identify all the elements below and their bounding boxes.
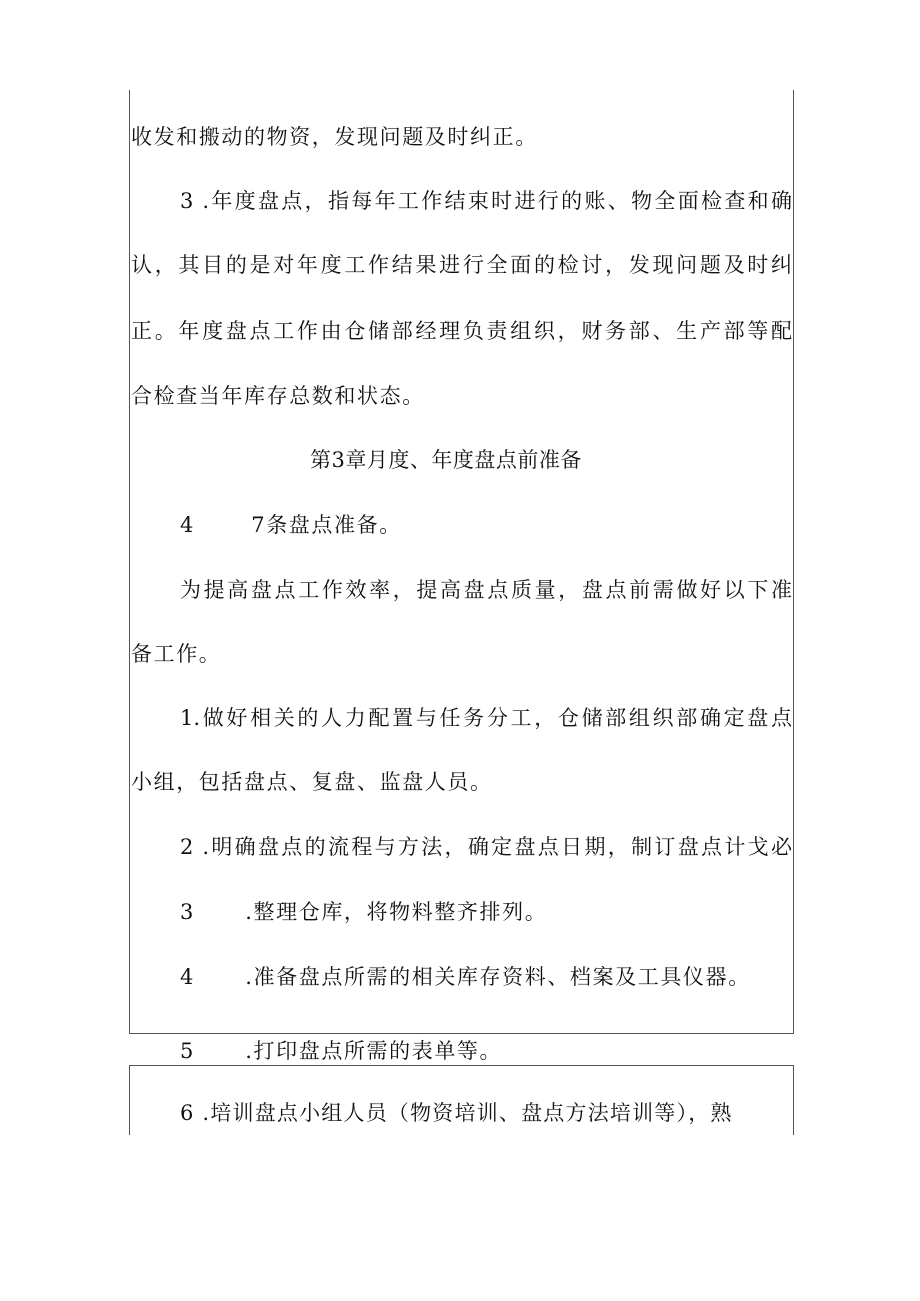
item-5-text: .打印盘点所需的表单等。 xyxy=(245,1039,503,1063)
article-text: 7条盘点准备。 xyxy=(251,513,402,537)
item-4-text: .准备盘点所需的相关库存资料、档案及工具仪器。 xyxy=(245,965,751,989)
article-heading xyxy=(180,511,402,539)
item-1-line-2: 小组，包括盘点、复盘、监盘人员。 xyxy=(131,770,493,794)
item-4-number: 4 xyxy=(180,965,195,989)
item-3-text: .整理仓库，将物料整齐排列。 xyxy=(245,900,548,924)
intro-line-1: 为提高盘点工作效率，提高盘点质量，盘点前需做好以下准 xyxy=(180,578,792,602)
item-5-number: 5 xyxy=(180,1039,195,1063)
item-6-line: 6 .培训盘点小组人员（物资培训、盘点方法培训等），熟 xyxy=(180,1101,733,1125)
item-4-prep xyxy=(180,963,751,991)
item-3-number: 3 xyxy=(180,900,195,924)
item-3-line-1: 3 .年度盘点，指每年工作结束时进行的账、物全面检查和确 xyxy=(180,189,792,213)
item-2-line: 2 .明确盘点的流程与方法，确定盘点日期，制订盘点计戈必 xyxy=(180,835,792,859)
item-3-line-2: 认，其目的是对年度工作结果进行全面的检讨，发现问题及时纠 xyxy=(131,253,792,277)
item-3-prep xyxy=(180,898,547,926)
intro-line-2: 备工作。 xyxy=(131,642,222,666)
item-3-line-3: 正。年度盘点工作由仓储部经理负责组织，财务部、生产部等配 xyxy=(131,319,792,343)
item-3-line-4: 合检查当年库存总数和状态。 xyxy=(131,384,425,408)
item-5-prep xyxy=(180,1037,502,1065)
article-number: 4 xyxy=(180,513,195,537)
chapter-heading: 第3章月度、年度盘点前准备 xyxy=(310,448,582,472)
body-line-1: 收发和搬动的物资，发现问题及时纠正。 xyxy=(131,125,538,149)
page-frame-upper xyxy=(129,90,794,1034)
item-1-line-1: 1.做好相关的人力配置与任务分工，仓储部组织部确定盘点 xyxy=(180,706,792,730)
